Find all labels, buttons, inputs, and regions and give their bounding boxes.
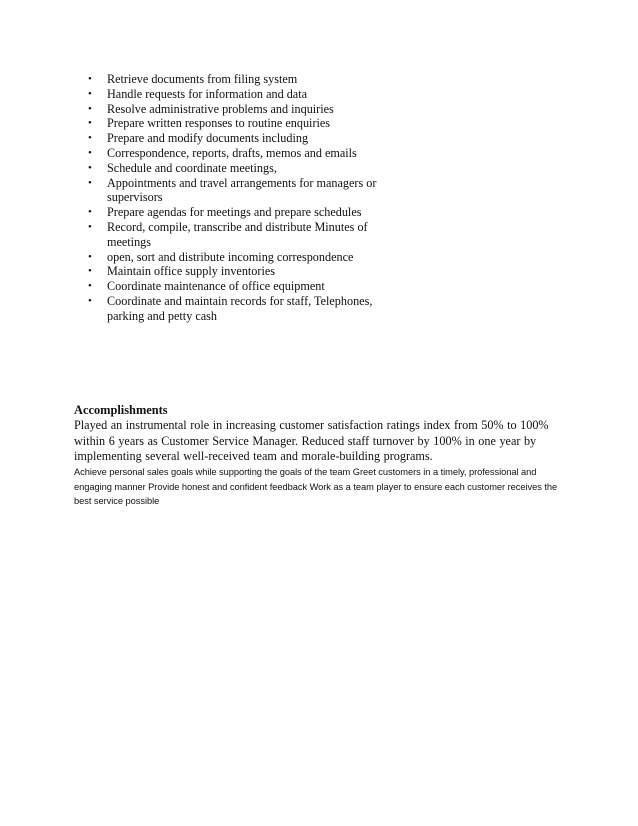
list-item [88,131,388,146]
duty-text: Record, compile, transcribe and distribute Minutes of meetings [107,219,368,249]
accomplishments-paragraph: Played an instrumental role in increasing customer satisfaction ratings index from 50% to 100% within 6 years as Customer Service Manager. Reduced staff turnover by 100% in one year by implementing several well-received team and morale-building programs. [74,418,549,464]
bullet-icon: • [88,161,92,174]
duties-list [88,72,388,324]
duty-text: Appointments and travel arrangements for managers or supervisors [107,175,377,205]
duty-text: Maintain office supply inventories [107,264,275,279]
duty-text: Coordinate maintenance of office equipment [107,279,325,294]
bullet-icon: • [88,220,92,233]
list-item [88,279,388,294]
list-item [88,102,388,117]
list-item [88,116,388,131]
list-item [88,205,388,220]
bullet-icon: • [88,87,92,100]
bullet-icon: • [88,117,92,130]
duty-text: Resolve administrative problems and inquiries [107,101,334,116]
bullet-icon: • [88,176,92,189]
bullet-icon: • [88,206,92,219]
list-item [88,294,388,324]
list-item [88,250,388,265]
bullet-icon: • [88,102,92,115]
accomplishments-paragraph-secondary: Achieve personal sales goals while supporting the goals of the team Greet customers in a timely, professional and engaging manner Provide honest and confident feedback Work as a team player to ensure each customer receives the best service possible [74,466,558,507]
duty-text: Prepare and modify documents including [107,131,309,146]
list-item [88,176,388,206]
duty-text: Retrieve documents from filing system [107,72,298,86]
bullet-icon: • [88,280,92,293]
list-item [88,72,388,87]
bullet-icon: • [88,73,92,85]
bullet-icon: • [88,250,92,263]
bullet-icon: • [88,146,92,159]
list-item [88,161,388,176]
duty-text: Handle requests for information and data [107,86,308,101]
list-item [88,264,388,279]
duty-text: Schedule and coordinate meetings, [107,160,277,175]
list-item [88,220,388,250]
bullet-icon: • [88,265,92,278]
duty-text: open, sort and distribute incoming correspondence [107,249,354,264]
list-item [88,146,388,161]
list-item [88,87,388,102]
bullet-icon: • [88,294,92,307]
accomplishments-section [74,403,564,509]
section-heading: Accomplishments [74,403,168,417]
duty-text: Correspondence, reports, drafts, memos and emails [107,145,357,160]
duty-text: Prepare agendas for meetings and prepare schedules [107,205,362,220]
bullet-icon: • [88,132,92,145]
duty-text: Coordinate and maintain records for staff, Telephones, parking and petty cash [107,293,373,323]
duty-text: Prepare written responses to routine enquiries [107,116,331,131]
